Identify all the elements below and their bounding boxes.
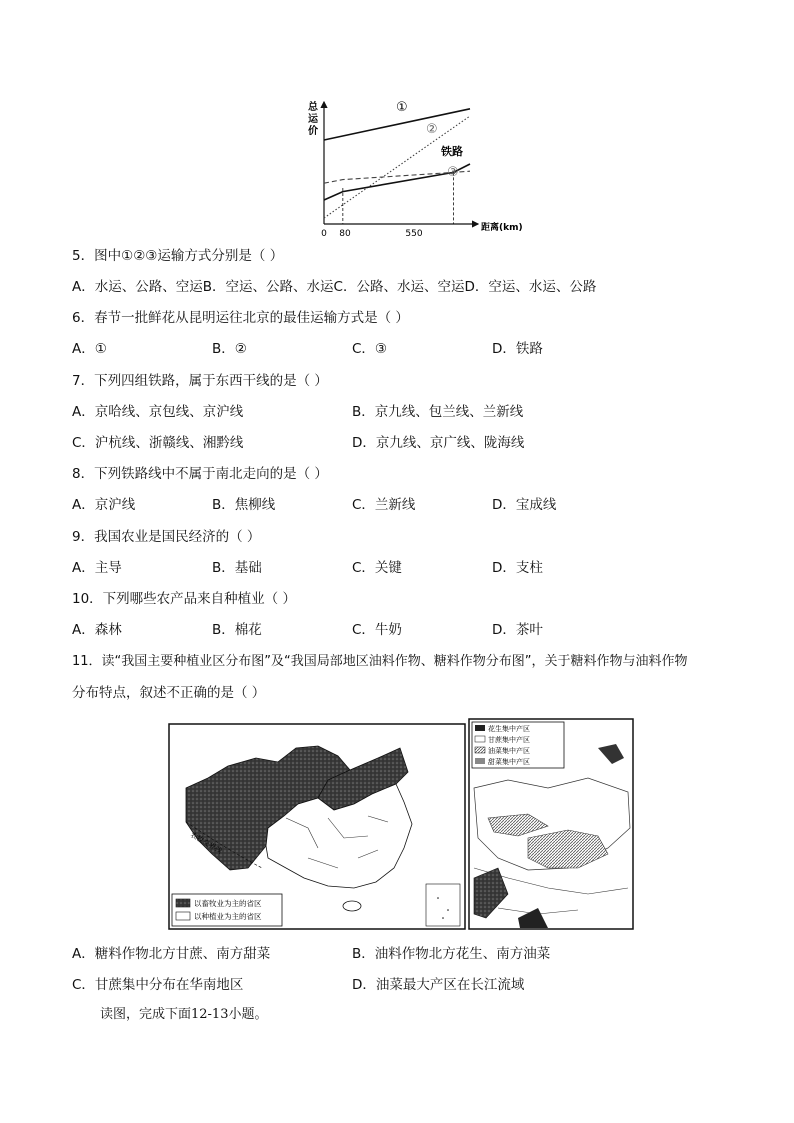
q7-option-c[interactable]: C．沪杭线、浙赣线、湘黔线 xyxy=(72,435,244,451)
q7-option-a[interactable]: A．京哈线、京包线、京沪线 xyxy=(72,404,244,420)
q5-option-b[interactable]: B．空运、公路、水运 xyxy=(202,279,334,295)
left-map-boundary-label: 农牧交界线 xyxy=(189,830,224,856)
left-legend-farming: 以种植业为主的省区 xyxy=(194,912,262,921)
right-map-crop-distribution xyxy=(469,719,633,929)
question-11-stem-line2: 分布特点，叙述不正确的是（ ） xyxy=(72,685,266,701)
series-label-1: ① xyxy=(396,100,408,115)
right-legend-rapeseed-swatch xyxy=(475,747,485,753)
question-9-stem: 9．我国农业是国民经济的（ ） xyxy=(72,529,261,545)
series-label-3: ③ xyxy=(447,165,459,180)
left-legend-farming-swatch xyxy=(176,912,190,920)
q8-option-d[interactable]: D．宝成线 xyxy=(492,497,557,513)
right-legend-rapeseed: 油菜集中产区 xyxy=(488,747,530,755)
transport-cost-chart xyxy=(300,96,523,246)
q5-option-c[interactable]: C．公路、水运、空运 xyxy=(333,279,465,295)
y-axis-label-3: 价 xyxy=(308,126,318,137)
q6-option-b[interactable]: B．② xyxy=(212,341,247,357)
right-legend-peanut-swatch xyxy=(475,725,485,731)
q10-option-d[interactable]: D．茶叶 xyxy=(492,622,543,638)
q9-option-d[interactable]: D．支柱 xyxy=(492,560,543,576)
q11-option-c[interactable]: C．甘蔗集中分布在华南地区 xyxy=(72,977,244,993)
q10-option-c[interactable]: C．牛奶 xyxy=(352,622,402,638)
x-axis-label: 距离(km) xyxy=(481,223,523,233)
question-7-stem: 7．下列四组铁路，属于东西干线的是（ ） xyxy=(72,373,328,389)
q6-option-d[interactable]: D．铁路 xyxy=(492,341,543,357)
right-legend-peanut: 花生集中产区 xyxy=(488,725,530,733)
right-legend-sugarcane-swatch xyxy=(475,736,485,742)
y-axis-label-2: 运 xyxy=(308,114,318,125)
q11-option-b[interactable]: B．油料作物北方花生、南方油菜 xyxy=(352,946,551,962)
q9-option-a[interactable]: A．主导 xyxy=(72,560,122,576)
x-tick-80: 80 xyxy=(339,229,351,239)
q10-option-a[interactable]: A．森林 xyxy=(72,622,122,638)
q8-option-b[interactable]: B．焦柳线 xyxy=(212,497,276,513)
q11-option-a[interactable]: A．糖料作物北方甘蔗、南方甜菜 xyxy=(72,946,271,962)
left-legend-grazing: 以畜牧业为主的省区 xyxy=(194,899,262,908)
q5-option-a[interactable]: A．水运、公路、空运 xyxy=(72,279,203,295)
right-legend-sugarbeet: 甜菜集中产区 xyxy=(488,758,530,766)
question-5-options xyxy=(72,278,596,296)
question-8-stem: 8．下列铁路线中不属于南北走向的是（ ） xyxy=(72,466,328,482)
instruction-footnote: 读图，完成下面12-13小题。 xyxy=(100,1007,268,1022)
series-label-rail: 铁路 xyxy=(441,145,463,158)
q11-option-d[interactable]: D．油菜最大产区在长江流域 xyxy=(352,977,525,993)
maps-figure xyxy=(168,718,634,930)
left-legend-grazing-swatch xyxy=(176,899,190,907)
q5-option-d[interactable]: D．空运、水运、公路 xyxy=(464,279,597,295)
right-legend-sugarcane: 甘蔗集中产区 xyxy=(488,736,530,744)
q8-option-c[interactable]: C．兰新线 xyxy=(352,497,416,513)
q6-option-a[interactable]: A．① xyxy=(72,341,107,357)
left-map-planting-regions xyxy=(169,724,465,929)
question-6-stem: 6．春节一批鲜花从昆明运往北京的最佳运输方式是（ ） xyxy=(72,310,409,326)
q8-option-a[interactable]: A．京沪线 xyxy=(72,497,136,513)
q9-option-c[interactable]: C．关键 xyxy=(352,560,402,576)
q6-option-c[interactable]: C．③ xyxy=(352,341,388,357)
q9-option-b[interactable]: B．基础 xyxy=(212,560,262,576)
question-11-stem-line1: 11．读“我国主要种植业区分布图”及“我国局部地区油料作物、糖料作物分布图”，关于糖料作物与油料作物 xyxy=(72,654,688,669)
q7-option-b[interactable]: B．京九线、包兰线、兰新线 xyxy=(352,404,524,420)
x-tick-550: 550 xyxy=(405,229,423,239)
question-10-stem: 10．下列哪些农产品来自种植业（ ） xyxy=(72,591,296,607)
origin-label: 0 xyxy=(321,229,327,239)
question-5-stem: 5．图中①②③运输方式分别是（ ） xyxy=(72,248,284,264)
q10-option-b[interactable]: B．棉花 xyxy=(212,622,262,638)
q7-option-d[interactable]: D．京九线、京广线、陇海线 xyxy=(352,435,525,451)
right-legend-sugarbeet-swatch xyxy=(475,758,485,764)
series-label-2: ② xyxy=(426,122,438,137)
y-axis-label-1: 总 xyxy=(308,102,318,113)
